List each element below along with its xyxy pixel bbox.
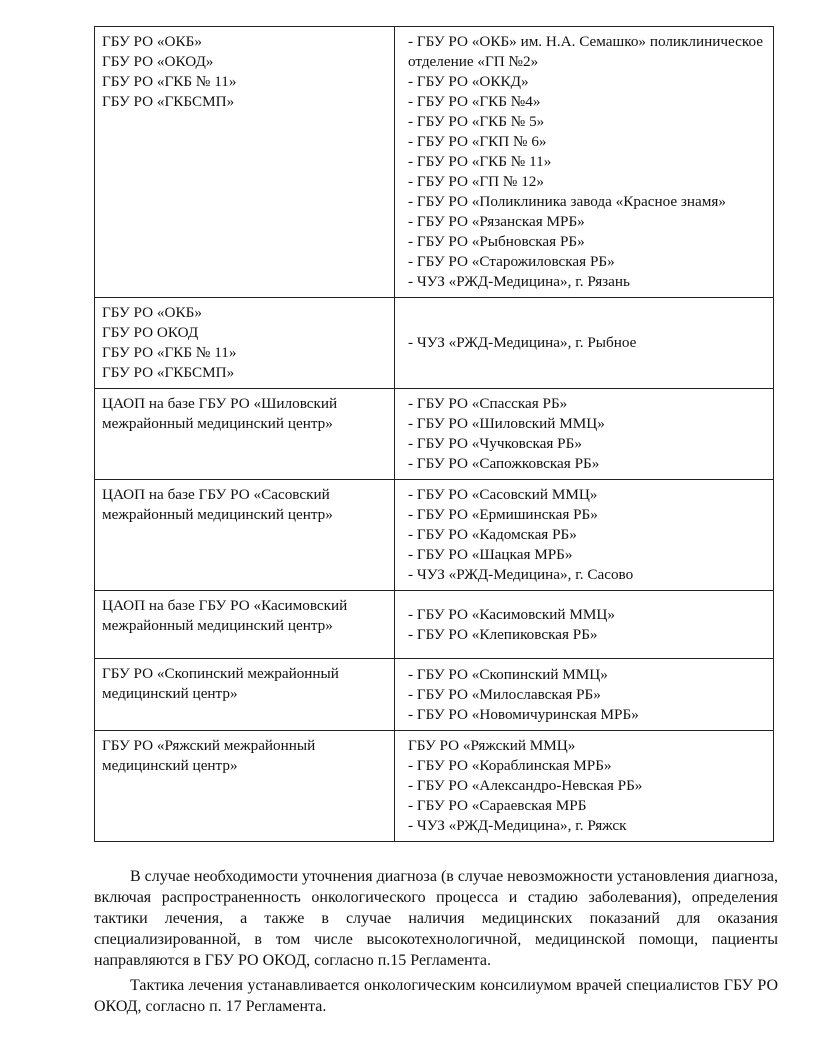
- table-row: [95, 389, 774, 480]
- body-text: [94, 866, 778, 1021]
- cell-text: ГБУ РО «Ряжский ММЦ» - ГБУ РО «Кораблинская МРБ» - ГБУ РО «Александро-Невская РБ» - ГБУ РО «Сараевская МРБ - ЧУЗ «РЖД-Медицина», г. Ряжск: [408, 737, 643, 834]
- routing-table: [94, 26, 774, 842]
- cell-text: ГБУ РО «ОКБ» ГБУ РО «ОКОД» ГБУ РО «ГКБ № 11» ГБУ РО «ГКБСМП»: [102, 33, 237, 110]
- table-cell-right: [395, 591, 774, 659]
- table-cell-left: [95, 389, 395, 480]
- cell-text: - ГБУ РО «Спасская РБ» - ГБУ РО «Шиловский ММЦ» - ГБУ РО «Чучковская РБ» - ГБУ РО «Сапожковская РБ»: [408, 395, 605, 472]
- cell-text: - ЧУЗ «РЖД-Медицина», г. Рыбное: [408, 334, 637, 351]
- table-row: [95, 298, 774, 389]
- table-row: [95, 27, 774, 298]
- cell-text: ЦАОП на базе ГБУ РО «Сасовский межрайонный медицинский центр»: [102, 486, 334, 523]
- table-cell-left: [95, 27, 395, 298]
- table-cell-right: [395, 389, 774, 480]
- table-cell-left: [95, 298, 395, 389]
- table-cell-left: [95, 591, 395, 659]
- table-row: [95, 480, 774, 591]
- table-cell-left: [95, 731, 395, 842]
- cell-text: - ГБУ РО «ОКБ» им. Н.А. Семашко» поликлиническое отделение «ГП №2» - ГБУ РО «ОККД» - ГБУ РО «ГКБ №4» - ГБУ РО «ГКБ № 5» - ГБУ РО «ГКП № 6» - ГБУ РО «ГКБ № 11» - ГБУ РО «ГП № 12» - ГБУ РО «Поликлиника завода «Красное знамя» - ГБУ РО «Рязанская МРБ» - ГБУ РО «Рыбновская РБ» - ГБУ РО «Старожиловская РБ» - ЧУЗ «РЖД-Медицина», г. Рязань: [408, 33, 764, 290]
- paragraph-treatment-tactics: Тактика лечения устанавливается онкологическим консилиумом врачей специалистов ГБУ РО ОКОД, согласно п. 17 Регламента.: [94, 977, 778, 1015]
- table-cell-left: [95, 480, 395, 591]
- cell-text: - ГБУ РО «Скопинский ММЦ» - ГБУ РО «Милославская РБ» - ГБУ РО «Новомичуринская МРБ»: [408, 665, 639, 723]
- cell-text: - ГБУ РО «Касимовский ММЦ» - ГБУ РО «Клепиковская РБ»: [408, 605, 615, 643]
- cell-text: - ГБУ РО «Сасовский ММЦ» - ГБУ РО «Ермишинская РБ» - ГБУ РО «Кадомская РБ» - ГБУ РО «Шацкая МРБ» - ЧУЗ «РЖД-Медицина», г. Сасово: [408, 486, 634, 583]
- cell-text: ЦАОП на базе ГБУ РО «Касимовский межрайонный медицинский центр»: [102, 597, 352, 634]
- cell-text: ГБУ РО «ОКБ» ГБУ РО ОКОД ГБУ РО «ГКБ № 11» ГБУ РО «ГКБСМП»: [102, 304, 237, 381]
- table-row: [95, 731, 774, 842]
- table-cell-right: [395, 27, 774, 298]
- table-cell-right: [395, 298, 774, 389]
- table-row: [95, 659, 774, 731]
- paragraph-diagnosis: В случае необходимости уточнения диагноза (в случае невозможности установления диагноза, включая распространенность онкологического процесса и стадию заболевания), определения тактики лечения, а также в случае наличия медицинских показаний для оказания специализированной, в том числе высокотехнологичной, медицинской помощи, пациенты направляются в ГБУ РО ОКОД, согласно п.15 Регламента.: [94, 868, 778, 969]
- cell-text: ЦАОП на базе ГБУ РО «Шиловский межрайонный медицинский центр»: [102, 395, 341, 432]
- table-cell-right: [395, 731, 774, 842]
- cell-text: ГБУ РО «Ряжский межрайонный медицинский центр»: [102, 737, 320, 774]
- table-cell-right: [395, 480, 774, 591]
- table-cell-right: [395, 659, 774, 731]
- table-row: [95, 591, 774, 659]
- table-cell-left: [95, 659, 395, 731]
- cell-text: ГБУ РО «Скопинский межрайонный медицинский центр»: [102, 665, 343, 702]
